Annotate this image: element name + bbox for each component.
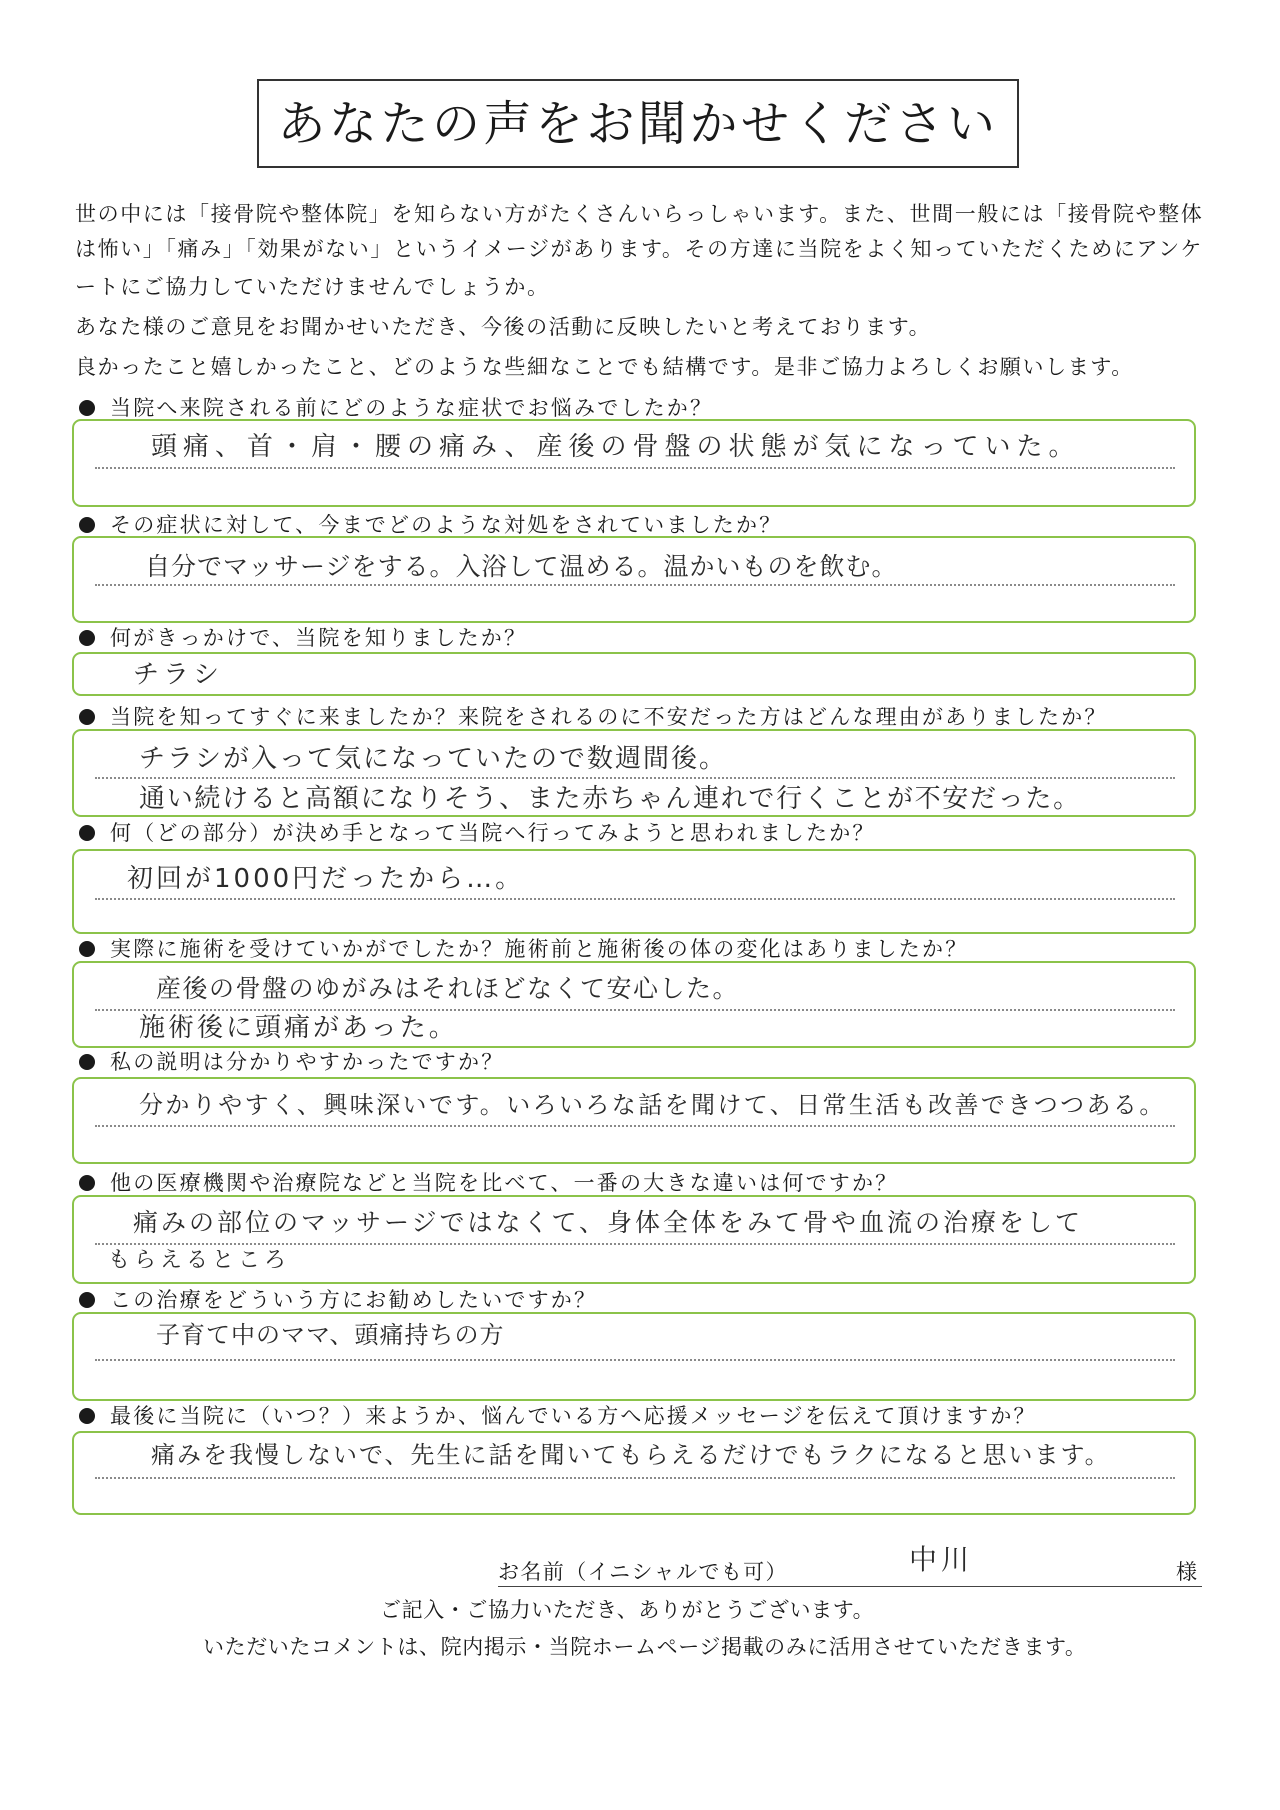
answer-line: 産後の骨盤のゆがみはそれほどなくて安心した。 — [156, 974, 740, 1003]
question-label: 何（どの部分）が決め手となって当院へ行ってみようと思われましたか？ — [110, 821, 876, 845]
answer-line: チラシ — [133, 660, 224, 690]
bullet-icon — [79, 400, 95, 416]
answer-line: 痛みの部位のマッサージではなくて、身体全体をみて骨や血流の治療をして — [133, 1208, 1084, 1237]
bullet-icon — [79, 825, 95, 841]
answer-box — [72, 419, 1196, 507]
bullet-icon — [79, 1408, 95, 1424]
answer-line: 通い続けると高額になりそう、また赤ちゃん連れで行くことが不安だった。 — [139, 784, 1081, 814]
answer-box — [72, 1195, 1196, 1284]
intro-line: 世の中には「接骨院や整体院」を知らない方がたくさんいらっしゃいます。また、世間一般には「接骨院や整体 — [75, 202, 1204, 226]
dotted-rule — [95, 777, 1175, 779]
bullet-icon — [79, 1054, 95, 1070]
survey-title: あなたの声をお聞かせください — [277, 95, 999, 152]
name-value: 中川 — [909, 1543, 974, 1576]
answer-box — [72, 1312, 1196, 1401]
dotted-rule — [95, 1359, 1175, 1361]
bullet-icon — [79, 941, 95, 957]
dotted-rule — [95, 898, 1175, 900]
bullet-icon — [79, 630, 95, 646]
intro-line: 良かったこと嬉しかったこと、どのような些細なことでも結構です。是非ご協力よろしくお願いします。 — [75, 355, 1134, 379]
footer-notice: いただいたコメントは、院内掲示・当院ホームページ掲載のみに活用させていただきます。 — [203, 1635, 1087, 1659]
answer-box — [72, 849, 1196, 934]
answer-line: もらえるところ — [108, 1248, 291, 1273]
title-box — [257, 79, 1019, 168]
intro-line: は怖い」「痛み」「効果がない」というイメージがあります。その方達に当院をよく知っていただくためにアンケ — [75, 237, 1204, 261]
intro-line: ートにご協力していただけませんでしょうか。 — [75, 275, 550, 299]
dotted-rule — [95, 1243, 1175, 1245]
dotted-rule — [95, 1125, 1175, 1127]
dotted-rule — [95, 1477, 1175, 1479]
footer-thanks: ご記入・ご協力いただき、ありがとうございます。 — [380, 1598, 875, 1622]
answer-box — [72, 536, 1196, 623]
dotted-rule — [95, 584, 1175, 586]
answer-line: チラシが入って気になっていたので数週間後。 — [139, 744, 728, 774]
question-label: この治療をどういう方にお勧めしたいですか？ — [110, 1288, 598, 1312]
question-label: その症状に対して、今までどのような対処をされていましたか？ — [110, 513, 783, 537]
question-label: 当院へ来院される前にどのような症状でお悩みでしたか？ — [110, 396, 714, 420]
question-label: 私の説明は分かりやすかったですか？ — [110, 1050, 505, 1074]
answer-line: 頭痛、首・肩・腰の痛み、産後の骨盤の状態が気になっていた。 — [151, 432, 1081, 462]
answer-box — [72, 652, 1196, 696]
question-label: 実際に施術を受けていかがでしたか？施術前と施術後の体の変化はありましたか？ — [110, 937, 969, 961]
answer-line: 痛みを我慢しないで、先生に話を聞いてもらえるだけでもラクになると思います。 — [151, 1441, 1111, 1469]
dotted-rule — [95, 1009, 1175, 1011]
answer-line: 分かりやすく、興味深いです。いろいろな話を聞けて、日常生活も改善できつつある。 — [139, 1091, 1166, 1119]
intro-line: あなた様のご意見をお聞かせいただき、今後の活動に反映したいと考えております。 — [75, 315, 932, 339]
question-label: 当院を知ってすぐに来ましたか？来院をされるのに不安だった方はどんな理由がありましたか？ — [110, 705, 1108, 729]
answer-line: 子育て中のママ、頭痛持ちの方 — [156, 1321, 505, 1349]
answer-box — [72, 1077, 1196, 1164]
name-suffix: 様 — [1176, 1560, 1197, 1584]
name-underline — [498, 1586, 1202, 1587]
answer-box — [72, 1431, 1196, 1515]
answer-line: 施術後に頭痛があった。 — [139, 1013, 458, 1043]
question-label: 何がきっかけで、当院を知りましたか？ — [110, 626, 528, 650]
name-label: お名前（イニシャルでも可） — [498, 1560, 788, 1584]
answer-box — [72, 729, 1196, 817]
answer-line: 初回が1000円だったから…。 — [127, 864, 525, 894]
bullet-icon — [79, 709, 95, 725]
question-label: 最後に当院に（いつ？）来ようか、悩んでいる方へ応援メッセージを伝えて頂けますか？ — [110, 1404, 1037, 1428]
bullet-icon — [79, 1292, 95, 1308]
answer-line: 自分でマッサージをする。入浴して温める。温かいものを飲む。 — [145, 552, 898, 581]
bullet-icon — [79, 1175, 95, 1191]
bullet-icon — [79, 517, 95, 533]
answer-box — [72, 961, 1196, 1048]
dotted-rule — [95, 467, 1175, 469]
question-label: 他の医療機関や治療院などと当院を比べて、一番の大きな違いは何ですか？ — [110, 1171, 899, 1195]
